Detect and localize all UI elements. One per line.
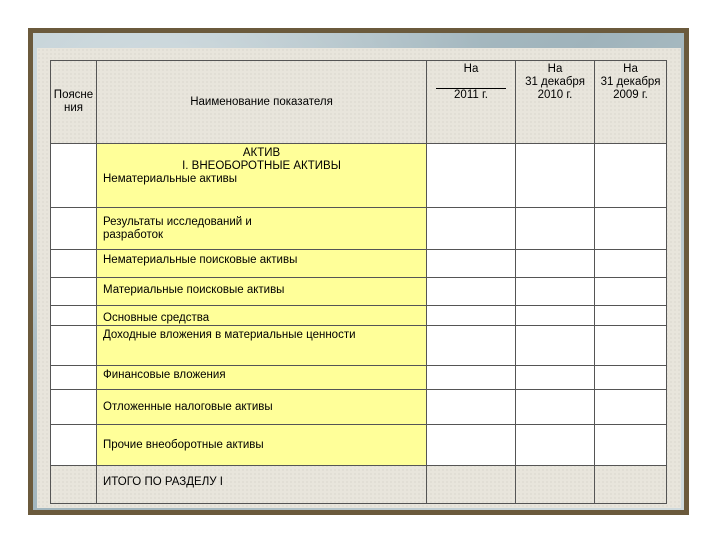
value-cell[interactable] (595, 144, 667, 208)
value-cell[interactable] (427, 390, 516, 425)
row-label (97, 425, 427, 466)
header-2010-top: На (547, 63, 563, 75)
header-2009-year: 2009 г. (613, 89, 648, 101)
row-label (97, 326, 427, 366)
table-row (51, 366, 667, 390)
table-row (51, 390, 667, 425)
explanation-cell (51, 250, 97, 278)
header-indicator-name (97, 61, 427, 144)
value-cell[interactable] (427, 250, 516, 278)
row-label (97, 306, 427, 326)
total-value-cell[interactable] (595, 466, 667, 504)
value-cell[interactable] (516, 144, 595, 208)
row-label (97, 366, 427, 390)
row-total-section-1: ИТОГО ПО РАЗДЕЛУ I (103, 476, 223, 488)
section-title: I. ВНЕОБОРОТНЫЕ АКТИВЫ (182, 160, 341, 172)
row-financial-investments: Финансовые вложения (103, 369, 226, 381)
explanation-cell (51, 366, 97, 390)
row-rnd: Результаты исследований и разработок (103, 216, 252, 241)
header-2010-year: 2010 г. (537, 89, 573, 101)
value-cell[interactable] (427, 366, 516, 390)
table-row (51, 250, 667, 278)
explanation-cell (51, 306, 97, 326)
value-cell[interactable] (516, 306, 595, 326)
row-label (97, 208, 427, 250)
total-value-cell[interactable] (427, 466, 516, 504)
explanation-cell (51, 425, 97, 466)
value-cell[interactable] (595, 326, 667, 366)
explanation-cell (51, 326, 97, 366)
row-intangible-exploration: Нематериальные поисковые активы (103, 254, 298, 266)
value-cell[interactable] (427, 144, 516, 208)
value-cell[interactable] (595, 366, 667, 390)
table-row (51, 144, 667, 208)
explanation-cell (51, 278, 97, 306)
table-row (51, 278, 667, 306)
value-cell[interactable] (427, 326, 516, 366)
total-row (51, 466, 667, 504)
row-label (97, 250, 427, 278)
balance-table (50, 60, 667, 504)
explanation-cell (51, 208, 97, 250)
row-intangible: Нематериальные активы (103, 173, 238, 185)
row-label (97, 144, 427, 208)
header-2009-top: На (623, 63, 638, 75)
header-2011-year: 2011 г. (454, 89, 488, 101)
header-2010-date: 31 декабря (525, 76, 585, 88)
value-cell[interactable] (516, 250, 595, 278)
row-label (97, 390, 427, 425)
table-row (51, 326, 667, 366)
row-label (97, 278, 427, 306)
value-cell[interactable] (516, 208, 595, 250)
balance-sheet-form (37, 48, 681, 508)
header-row (51, 61, 667, 144)
asset-title: АКТИВ (242, 147, 281, 159)
value-cell[interactable] (516, 366, 595, 390)
value-cell[interactable] (427, 425, 516, 466)
value-cell[interactable] (516, 278, 595, 306)
value-cell[interactable] (427, 208, 516, 250)
value-cell[interactable] (595, 250, 667, 278)
header-indicator-label: Наименование показателя (190, 95, 333, 108)
explanation-cell (51, 144, 97, 208)
value-cell[interactable] (595, 208, 667, 250)
value-cell[interactable] (595, 425, 667, 466)
value-cell[interactable] (516, 326, 595, 366)
table-row (51, 208, 667, 250)
row-tangible-exploration: Материальные поисковые активы (103, 284, 285, 296)
value-cell[interactable] (595, 306, 667, 326)
value-cell[interactable] (595, 390, 667, 425)
row-label (97, 466, 427, 504)
header-2011-blank (427, 76, 515, 89)
row-other-noncurrent: Прочие внеоборотные активы (103, 439, 264, 451)
value-cell[interactable] (427, 278, 516, 306)
row-deferred-tax: Отложенные налоговые активы (103, 401, 273, 413)
value-cell[interactable] (595, 278, 667, 306)
header-2009-date: 31 декабря (600, 76, 661, 88)
row-income-investments: Доходные вложения в материальные ценности (103, 329, 356, 341)
row-fixed-assets: Основные средства (103, 312, 210, 324)
value-cell[interactable] (516, 390, 595, 425)
header-explanations (51, 61, 97, 144)
table-row (51, 306, 667, 326)
header-2011-top: На (463, 63, 479, 75)
header-col-2009 (595, 61, 667, 144)
header-col-2010 (516, 61, 595, 144)
slide-frame (28, 28, 689, 515)
header-col-2011 (427, 61, 516, 144)
table-row (51, 425, 667, 466)
header-explanations-label: Пояснения (53, 89, 94, 114)
explanation-cell (51, 466, 97, 504)
explanation-cell (51, 390, 97, 425)
total-value-cell[interactable] (516, 466, 595, 504)
value-cell[interactable] (516, 425, 595, 466)
value-cell[interactable] (427, 306, 516, 326)
